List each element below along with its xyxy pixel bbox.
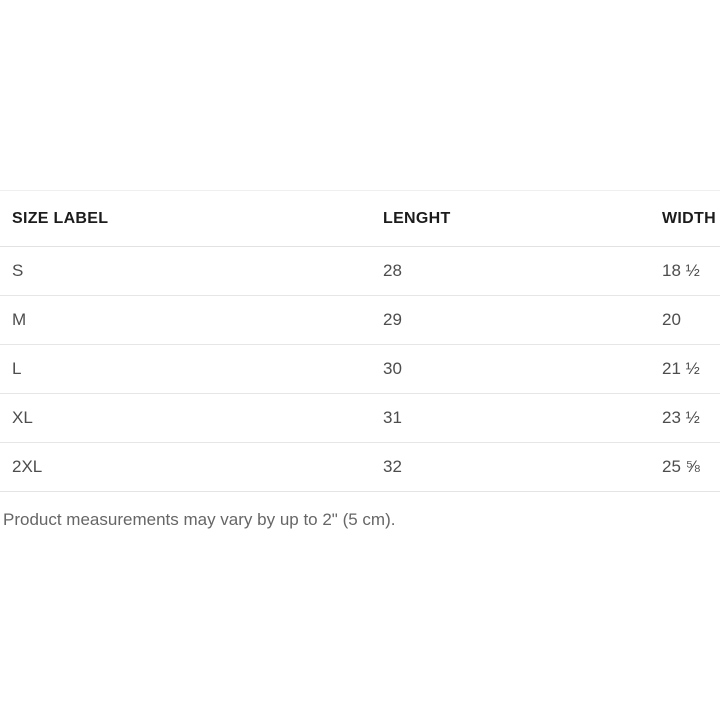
size-chart-table [0, 190, 720, 492]
column-header-width: WIDTH [662, 191, 720, 247]
table-row [0, 394, 720, 443]
size-label-cell: L [0, 345, 383, 394]
length-cell: 29 [383, 296, 662, 345]
length-cell: 28 [383, 247, 662, 296]
size-label-cell: 2XL [12, 457, 43, 476]
size-label-cell: S [0, 247, 383, 296]
width-cell: 23 ½ [662, 394, 720, 443]
length-cell: 31 [383, 394, 662, 443]
table-row [0, 443, 720, 492]
width-cell: 25 ⅝ [662, 457, 700, 476]
column-header-length: LENGHT [383, 191, 662, 247]
size-label-cell: M [0, 296, 383, 345]
column-header-size-label: SIZE LABEL [0, 191, 383, 247]
length-cell: 32 [383, 457, 402, 476]
table-header-row [0, 191, 720, 247]
size-label-cell: XL [0, 394, 383, 443]
table-row [0, 247, 720, 296]
table-row [0, 296, 720, 345]
width-cell: 18 ½ [662, 247, 720, 296]
measurement-variance-note: Product measurements may vary by up to 2" (5 cm). [3, 510, 396, 529]
width-cell: 21 ½ [662, 345, 720, 394]
width-cell: 20 [662, 296, 720, 345]
length-cell: 30 [383, 345, 662, 394]
table-row [0, 345, 720, 394]
